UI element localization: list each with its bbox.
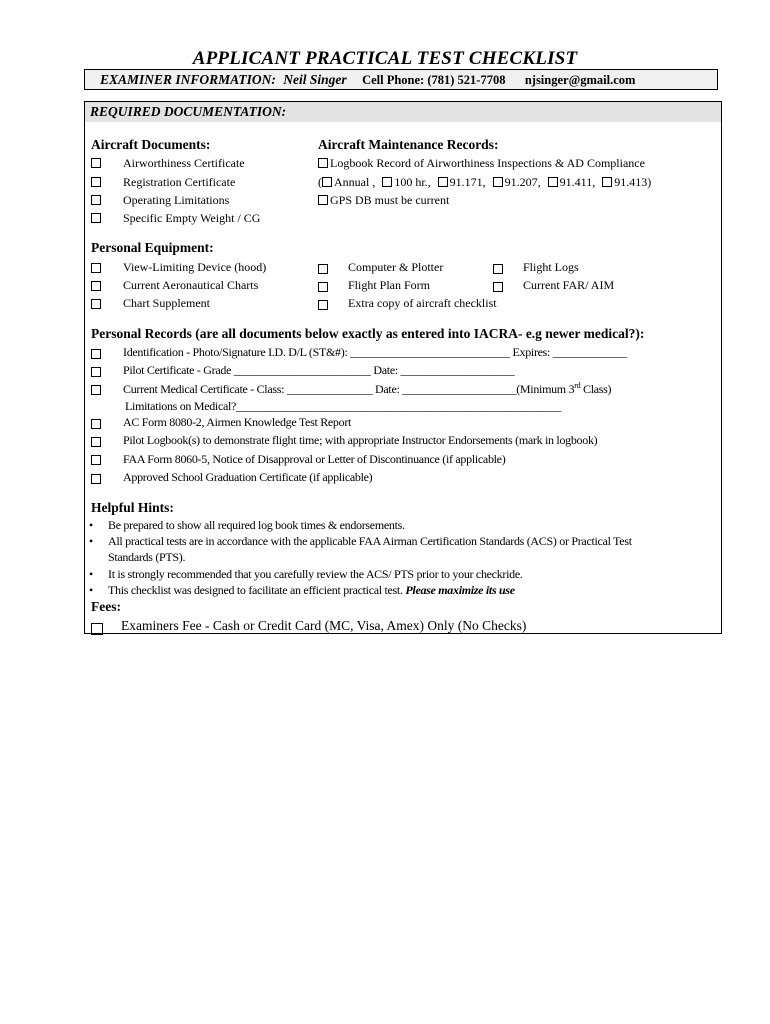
record-checkbox (91, 435, 101, 450)
personal-equipment-heading: Personal Equipment: (91, 240, 214, 255)
equip-checkbox (493, 280, 503, 295)
opt-91411: 91.411, (559, 175, 596, 189)
checkbox[interactable] (91, 299, 101, 309)
examiner-email: njsinger@gmail.com (524, 73, 636, 87)
aircraft-doc-label: Operating Limitations (123, 193, 230, 207)
hint-item: All practical tests are in accordance with the applicable FAA Airman Certification Standards (ACS) or Practical Test (108, 534, 632, 548)
checkbox[interactable] (91, 385, 101, 395)
maintenance-heading: Aircraft Maintenance Records: (318, 137, 499, 152)
equip-label: Computer & Plotter (348, 260, 444, 274)
page-title: APPLICANT PRACTICAL TEST CHECKLIST (192, 48, 578, 69)
record-checkbox (91, 365, 101, 380)
record-pilot-certificate: Pilot Certificate - Grade ________________________ Date: ____________________ (123, 363, 515, 377)
examiner-name: Neil Singer (283, 72, 347, 87)
checkbox[interactable] (318, 195, 328, 205)
hint-item-text: This checklist was designed to facilitate an efficient practical test. (108, 583, 403, 597)
checkbox[interactable] (91, 281, 101, 291)
hint-emphasis: Please maximize its use (405, 583, 515, 597)
opt-annual: Annual , (334, 175, 376, 189)
equip-label: Flight Plan Form (348, 278, 431, 292)
equip-label: Extra copy of aircraft checklist (348, 296, 497, 310)
checkbox[interactable] (318, 158, 328, 168)
bullet-icon: • (89, 518, 94, 532)
maintenance-line-1 (318, 156, 645, 171)
checkbox[interactable] (602, 177, 612, 187)
checkbox[interactable] (493, 282, 503, 292)
record-checkbox (91, 417, 101, 432)
equip-checkbox (91, 279, 101, 294)
equip-label: Current Aeronautical Charts (123, 278, 259, 292)
examiner-label: EXAMINER INFORMATION: (100, 72, 276, 87)
equip-checkbox (318, 298, 328, 313)
checkbox[interactable] (493, 177, 503, 187)
aircraft-doc-row (91, 193, 101, 208)
checkbox[interactable] (322, 177, 332, 187)
medical-tail: Class) (580, 382, 612, 396)
record-limitations: Limitations on Medical?_________________________________________________________ (125, 399, 561, 413)
fee-checkbox (91, 621, 103, 639)
maintenance-line-1-text: Logbook Record of Airworthiness Inspections & AD Compliance (330, 156, 645, 170)
checkbox[interactable] (91, 263, 101, 273)
fees-heading: Fees: (91, 599, 121, 614)
record-faa-form: FAA Form 8060-5, Notice of Disapproval or Letter of Discontinuance (if applicable) (123, 452, 506, 466)
checkbox[interactable] (318, 282, 328, 292)
checkbox[interactable] (91, 437, 101, 447)
equip-checkbox (91, 261, 101, 276)
aircraft-doc-label: Registration Certificate (123, 175, 236, 189)
required-documentation-label: REQUIRED DOCUMENTATION: (90, 104, 287, 119)
aircraft-docs-heading: Aircraft Documents: (91, 137, 211, 152)
record-medical (123, 381, 611, 397)
checkbox[interactable] (438, 177, 448, 187)
examiner-info (100, 72, 635, 88)
checkbox[interactable] (91, 474, 101, 484)
opt-91207: 91.207, (504, 175, 541, 189)
aircraft-doc-row (91, 175, 101, 190)
record-school: Approved School Graduation Certificate (if applicable) (123, 470, 373, 484)
paren-open: ( (318, 175, 322, 189)
aircraft-doc-label: Airworthiness Certificate (123, 156, 245, 170)
record-logbook: Pilot Logbook(s) to demonstrate flight time; with appropriate Instructor Endorsements (mark in logbook) (123, 433, 598, 447)
medical-sup: rd (574, 381, 581, 390)
checkbox[interactable] (91, 367, 101, 377)
equip-label: View-Limiting Device (hood) (123, 260, 267, 274)
checkbox[interactable] (91, 158, 101, 168)
checkbox[interactable] (493, 264, 503, 274)
aircraft-doc-row (91, 156, 101, 171)
bullet-icon: • (89, 567, 94, 581)
fee-item: Examiners Fee - Cash or Credit Card (MC, Visa, Amex) Only (No Checks) (121, 618, 527, 633)
checkbox[interactable] (91, 195, 101, 205)
record-checkbox (91, 472, 101, 487)
hints-heading: Helpful Hints: (91, 500, 174, 515)
hint-item: It is strongly recommended that you carefully review the ACS/ PTS prior to your checkride. (108, 567, 523, 581)
maintenance-line-3-text: GPS DB must be current (330, 193, 450, 207)
maintenance-line-3 (318, 193, 449, 208)
equip-checkbox (91, 297, 101, 312)
record-medical-text: Current Medical Certificate - Class: _______________ Date: ____________________(Minimum 3 (123, 382, 575, 396)
record-checkbox (91, 383, 101, 398)
equip-label: Flight Logs (523, 260, 579, 274)
examiner-phone: Cell Phone: (781) 521-7708 (362, 73, 506, 87)
checkbox[interactable] (91, 213, 101, 223)
hint-item: Standards (PTS). (108, 550, 186, 564)
equip-label: Current FAR/ AIM (523, 278, 615, 292)
aircraft-doc-row (91, 211, 101, 226)
hint-item: Be prepared to show all required log book times & endorsements. (108, 518, 405, 532)
checkbox[interactable] (318, 264, 328, 274)
opt-91171: 91.171, (449, 175, 486, 189)
checkbox[interactable] (91, 177, 101, 187)
equip-checkbox (318, 280, 328, 295)
bullet-icon: • (89, 534, 94, 548)
checkbox[interactable] (91, 419, 101, 429)
hint-item (108, 583, 515, 598)
checkbox[interactable] (382, 177, 392, 187)
record-identification: Identification - Photo/Signature I.D. D/L (ST&#): ____________________________ Expires: _____________ (123, 345, 627, 359)
checkbox[interactable] (91, 623, 103, 635)
checkbox[interactable] (318, 300, 328, 310)
equip-label: Chart Supplement (123, 296, 210, 310)
maintenance-line-2 (318, 175, 651, 190)
record-ac-form: AC Form 8080-2, Airmen Knowledge Test Report (123, 415, 352, 429)
bullet-icon: • (89, 583, 94, 597)
checkbox[interactable] (548, 177, 558, 187)
aircraft-doc-label: Specific Empty Weight / CG (123, 211, 261, 225)
opt-91413: 91.413) (614, 175, 652, 189)
personal-records-heading: Personal Records (are all documents below exactly as entered into IACRA- e.g newer medical?): (91, 326, 645, 341)
equip-checkbox (493, 262, 503, 277)
record-checkbox (91, 453, 101, 468)
checkbox[interactable] (91, 455, 101, 465)
checkbox[interactable] (91, 349, 101, 359)
record-checkbox (91, 347, 101, 362)
opt-100hr: 100 hr., (394, 175, 431, 189)
equip-checkbox (318, 262, 328, 277)
